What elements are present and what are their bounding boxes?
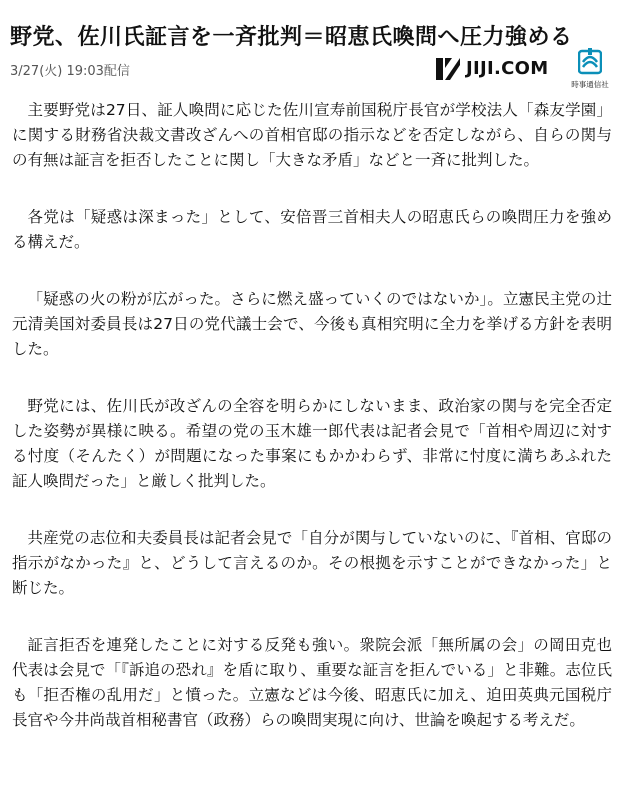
article-body (12, 98, 612, 765)
article-paragraph: 主要野党は27日、証人喚問に応じた佐川宣寿前国税庁長官が学校法人「森友学園」に関する財務省決裁文書改ざんへの首相官邸の指示などを否定しながら、自らの関与の有無は証言を拒否したことに関し「大きな矛盾」などと一斉に批判した。 (12, 101, 612, 169)
jiji-emblem-text: 時事通信社 (571, 80, 609, 89)
publish-timestamp: 3/27(火) 19:03配信 (10, 64, 130, 79)
article-headline: 野党、佐川氏証言を一斉批判＝昭恵氏喚問へ圧力強める (10, 24, 573, 50)
jiji-emblem (568, 48, 612, 90)
article-paragraph: 野党には、佐川氏が改ざんの全容を明らかにしないまま、政治家の関与を完全否定した姿勢が異様に映る。希望の党の玉木雄一郎代表は記者会見で「首相や周辺に対する忖度（そんたく）が問題になった事案にもかかわらず、非常に忖度に満ちあふれた証人喚問だった」と厳しく批判した。 (12, 397, 612, 490)
jiji-logo[interactable] (434, 48, 612, 90)
jiji-wordmark: JIJI.COM (466, 58, 549, 79)
article-meta (10, 48, 616, 90)
jiji-mark-icon (434, 56, 462, 82)
article-paragraph: 各党は「疑惑は深まった」として、安倍晋三首相夫人の昭恵氏らの喚問圧力を強める構えだ。 (12, 208, 612, 251)
jiji-emblem-icon (578, 48, 602, 76)
article-paragraph: 共産党の志位和夫委員長は記者会見で「自分が関与していないのに、『首相、官邸の指示がなかった』と、どうして言えるのか。その根拠を示すことができなかった」と断じた。 (12, 529, 612, 597)
article-paragraph: 「疑惑の火の粉が広がった。さらに燃え盛っていくのではないか」。立憲民主党の辻元清美国対委員長は27日の党代議士会で、今後も真相究明に全力を挙げる方針を表明した。 (12, 290, 612, 358)
article-paragraph: 証言拒否を連発したことに対する反発も強い。衆院会派「無所属の会」の岡田克也代表は会見で「『訴追の恐れ』を盾に取り、重要な証言を拒んでいる」と非難。志位氏も「拒否権の乱用だ」と憤った。立憲などは今後、昭恵氏に加え、迫田英典元国税庁長官や今井尚哉首相秘書官（政務）らの喚問実現に向け、世論を喚起する考えだ。 (12, 636, 612, 729)
